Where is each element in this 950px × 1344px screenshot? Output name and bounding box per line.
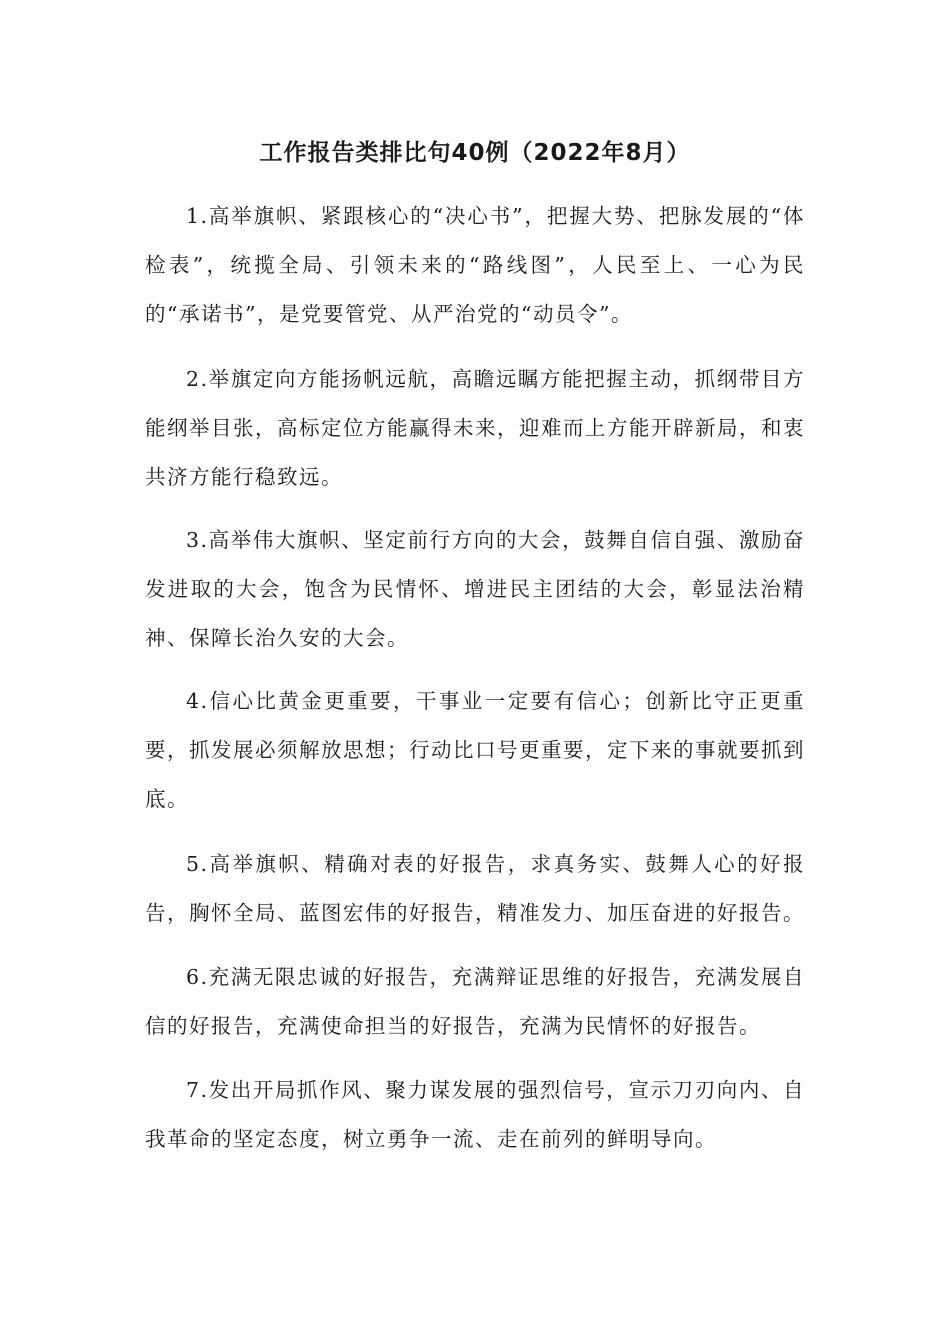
- paragraph-2: 2.举旗定向方能扬帆远航，高瞻远瞩方能把握主动，抓纲带目方能纲举目张，高标定位方能赢得未来，迎难而上方能开辟新局，和衷共济方能行稳致远。: [145, 367, 805, 489]
- paragraph-7: 7.发出开局抓作风、聚力谋发展的强烈信号，宣示刀刃向内、自我革命的坚定态度，树立勇争一流、走在前列的鲜明导向。: [145, 1078, 805, 1151]
- paragraph-5: 5.高举旗帜、精确对表的好报告，求真务实、鼓舞人心的好报告，胸怀全局、蓝图宏伟的好报告，精准发力、加压奋进的好报告。: [145, 852, 805, 925]
- paragraph-1: 1.高举旗帜、紧跟核心的“决心书”，把握大势、把脉发展的“体检表”，统揽全局、引领未来的“路线图”，人民至上、一心为民的“承诺书”，是党要管党、从严治党的“动员令”。: [145, 204, 805, 326]
- paragraph-3: 3.高举伟大旗帜、坚定前行方向的大会，鼓舞自信自强、激励奋发进取的大会，饱含为民情怀、增进民主团结的大会，彰显法治精神、保障长治久安的大会。: [145, 528, 805, 650]
- paragraph-6: 6.充满无限忠诚的好报告，充满辩证思维的好报告，充满发展自信的好报告，充满使命担当的好报告，充满为民情怀的好报告。: [145, 965, 805, 1038]
- document-title: 工作报告类排比句40例（2022年8月）: [259, 140, 691, 166]
- paragraph-4: 4.信心比黄金更重要，干事业一定要有信心；创新比守正更重要，抓发展必须解放思想；行动比口号更重要，定下来的事就要抓到底。: [145, 689, 805, 811]
